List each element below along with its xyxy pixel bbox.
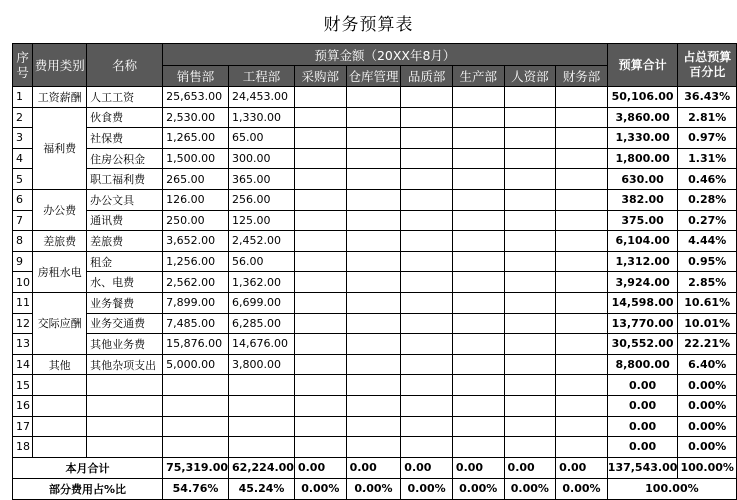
seq-cell[interactable]: 6 bbox=[13, 189, 33, 210]
dept-cell[interactable] bbox=[346, 189, 401, 210]
sales-cell[interactable]: 265.00 bbox=[163, 169, 229, 190]
eng-cell[interactable]: 365.00 bbox=[229, 169, 295, 190]
dept-cell[interactable] bbox=[556, 416, 608, 437]
dept-cell[interactable] bbox=[452, 231, 504, 252]
table-row bbox=[13, 292, 737, 313]
seq-cell[interactable]: 3 bbox=[13, 128, 33, 149]
percent-cell[interactable]: 6.40% bbox=[678, 354, 737, 375]
name-cell[interactable]: 其他杂项支出 bbox=[87, 354, 163, 375]
dept-cell[interactable] bbox=[556, 354, 608, 375]
table-row bbox=[13, 169, 737, 190]
dept-ratio-total[interactable]: 100.00% bbox=[607, 478, 736, 499]
dept-cell[interactable] bbox=[346, 251, 401, 272]
sales-cell[interactable]: 2,562.00 bbox=[163, 272, 229, 293]
dept-cell[interactable] bbox=[346, 375, 401, 396]
seq-cell[interactable]: 2 bbox=[13, 107, 33, 128]
dept-cell[interactable] bbox=[504, 292, 556, 313]
category-cell[interactable]: 福利费 bbox=[33, 107, 87, 189]
budget-total-cell[interactable]: 1,312.00 bbox=[607, 251, 678, 272]
month-total-value[interactable]: 0.00 bbox=[294, 457, 346, 478]
name-cell[interactable]: 业务餐费 bbox=[87, 292, 163, 313]
dept-cell[interactable] bbox=[401, 210, 453, 231]
dept-cell[interactable] bbox=[346, 437, 401, 458]
eng-cell[interactable]: 14,676.00 bbox=[229, 334, 295, 355]
dept-cell[interactable] bbox=[401, 334, 453, 355]
dept-cell[interactable] bbox=[556, 107, 608, 128]
dept-cell[interactable] bbox=[346, 292, 401, 313]
dept-cell[interactable] bbox=[504, 169, 556, 190]
seq-cell[interactable]: 11 bbox=[13, 292, 33, 313]
dept-cell[interactable] bbox=[401, 87, 453, 108]
name-cell[interactable]: 社保费 bbox=[87, 128, 163, 149]
dept-cell[interactable] bbox=[452, 375, 504, 396]
dept-cell[interactable] bbox=[294, 272, 346, 293]
percent-cell[interactable]: 10.61% bbox=[678, 292, 737, 313]
category-cell[interactable]: 其他 bbox=[33, 354, 87, 375]
dept-cell[interactable] bbox=[504, 210, 556, 231]
dept-cell[interactable] bbox=[401, 107, 453, 128]
dept-cell[interactable] bbox=[452, 313, 504, 334]
dept-ratio-value[interactable]: 45.24% bbox=[229, 478, 295, 499]
budget-total-cell[interactable]: 382.00 bbox=[607, 189, 678, 210]
dept-cell[interactable] bbox=[346, 334, 401, 355]
dept-cell[interactable] bbox=[294, 334, 346, 355]
dept-cell[interactable] bbox=[401, 354, 453, 375]
sales-cell[interactable]: 5,000.00 bbox=[163, 354, 229, 375]
month-total-value[interactable]: 0.00 bbox=[504, 457, 556, 478]
seq-cell[interactable]: 9 bbox=[13, 251, 33, 272]
budget-total-cell[interactable]: 50,106.00 bbox=[607, 87, 678, 108]
month-total-pct[interactable]: 100.00% bbox=[678, 457, 737, 478]
dept-cell[interactable] bbox=[504, 107, 556, 128]
dept-cell[interactable] bbox=[556, 437, 608, 458]
dept-cell[interactable] bbox=[452, 148, 504, 169]
header-name: 名称 bbox=[87, 44, 163, 87]
dept-cell[interactable] bbox=[294, 128, 346, 149]
name-cell[interactable]: 职工福利费 bbox=[87, 169, 163, 190]
dept-cell[interactable] bbox=[346, 128, 401, 149]
dept-cell[interactable] bbox=[504, 334, 556, 355]
name-cell[interactable]: 其他业务费 bbox=[87, 334, 163, 355]
percent-cell[interactable]: 0.00% bbox=[678, 375, 737, 396]
sales-cell[interactable] bbox=[163, 375, 229, 396]
category-cell[interactable] bbox=[33, 416, 87, 437]
dept-cell[interactable] bbox=[346, 395, 401, 416]
header-budget-total: 预算合计 bbox=[607, 44, 678, 87]
sales-cell[interactable]: 1,500.00 bbox=[163, 148, 229, 169]
eng-cell[interactable]: 3,800.00 bbox=[229, 354, 295, 375]
budget-total-cell[interactable]: 6,104.00 bbox=[607, 231, 678, 252]
month-total-sum[interactable]: 137,543.00 bbox=[607, 457, 678, 478]
dept-cell[interactable] bbox=[504, 189, 556, 210]
eng-cell[interactable]: 24,453.00 bbox=[229, 87, 295, 108]
table-row bbox=[13, 395, 737, 416]
table-row bbox=[13, 313, 737, 334]
table-row bbox=[13, 416, 737, 437]
eng-cell[interactable] bbox=[229, 395, 295, 416]
dept-cell[interactable] bbox=[452, 292, 504, 313]
dept-cell[interactable] bbox=[452, 334, 504, 355]
name-cell[interactable]: 租金 bbox=[87, 251, 163, 272]
dept-cell[interactable] bbox=[401, 416, 453, 437]
table-row bbox=[13, 189, 737, 210]
header-budget-amount: 预算金额（20XX年8月） bbox=[163, 44, 608, 66]
budget-total-cell[interactable]: 0.00 bbox=[607, 416, 678, 437]
eng-cell[interactable]: 2,452.00 bbox=[229, 231, 295, 252]
budget-total-cell[interactable]: 1,330.00 bbox=[607, 128, 678, 149]
eng-cell[interactable]: 1,362.00 bbox=[229, 272, 295, 293]
eng-cell[interactable]: 1,330.00 bbox=[229, 107, 295, 128]
dept-cell[interactable] bbox=[504, 437, 556, 458]
seq-cell[interactable]: 15 bbox=[13, 375, 33, 396]
percent-cell[interactable]: 1.31% bbox=[678, 148, 737, 169]
eng-cell[interactable]: 256.00 bbox=[229, 189, 295, 210]
dept-cell[interactable] bbox=[346, 107, 401, 128]
sales-cell[interactable] bbox=[163, 416, 229, 437]
dept-cell[interactable] bbox=[556, 210, 608, 231]
category-cell[interactable] bbox=[33, 437, 87, 458]
budget-total-cell[interactable]: 0.00 bbox=[607, 437, 678, 458]
budget-total-cell[interactable]: 30,552.00 bbox=[607, 334, 678, 355]
dept-cell[interactable] bbox=[504, 148, 556, 169]
dept-cell[interactable] bbox=[294, 354, 346, 375]
dept-cell[interactable] bbox=[401, 395, 453, 416]
dept-cell[interactable] bbox=[294, 251, 346, 272]
dept-cell[interactable] bbox=[294, 169, 346, 190]
dept-cell[interactable] bbox=[504, 416, 556, 437]
table-row bbox=[13, 334, 737, 355]
dept-cell[interactable] bbox=[452, 272, 504, 293]
header-dept: 生产部 bbox=[452, 66, 504, 87]
month-total-value[interactable]: 0.00 bbox=[401, 457, 453, 478]
header-dept: 工程部 bbox=[229, 66, 295, 87]
sales-cell[interactable]: 2,530.00 bbox=[163, 107, 229, 128]
seq-cell[interactable]: 13 bbox=[13, 334, 33, 355]
dept-cell[interactable] bbox=[346, 416, 401, 437]
dept-cell[interactable] bbox=[504, 251, 556, 272]
table-row bbox=[13, 272, 737, 293]
dept-cell[interactable] bbox=[294, 210, 346, 231]
seq-cell[interactable]: 12 bbox=[13, 313, 33, 334]
category-cell[interactable] bbox=[33, 395, 87, 416]
percent-cell[interactable]: 10.01% bbox=[678, 313, 737, 334]
table-row bbox=[13, 210, 737, 231]
percent-cell[interactable]: 0.28% bbox=[678, 189, 737, 210]
table-row bbox=[13, 354, 737, 375]
name-cell[interactable] bbox=[87, 416, 163, 437]
dept-cell[interactable] bbox=[294, 375, 346, 396]
budget-total-cell[interactable]: 13,770.00 bbox=[607, 313, 678, 334]
percent-cell[interactable]: 4.44% bbox=[678, 231, 737, 252]
table-row bbox=[13, 375, 737, 396]
dept-cell[interactable] bbox=[452, 189, 504, 210]
dept-cell[interactable] bbox=[452, 169, 504, 190]
dept-cell[interactable] bbox=[452, 416, 504, 437]
percent-cell[interactable]: 0.27% bbox=[678, 210, 737, 231]
dept-cell[interactable] bbox=[504, 354, 556, 375]
dept-cell[interactable] bbox=[556, 231, 608, 252]
budget-total-cell[interactable]: 1,800.00 bbox=[607, 148, 678, 169]
dept-cell[interactable] bbox=[504, 395, 556, 416]
percent-cell[interactable]: 22.21% bbox=[678, 334, 737, 355]
category-cell[interactable]: 工资薪酬 bbox=[33, 87, 87, 108]
dept-ratio-value[interactable]: 54.76% bbox=[163, 478, 229, 499]
dept-cell[interactable] bbox=[346, 148, 401, 169]
dept-cell[interactable] bbox=[401, 231, 453, 252]
eng-cell[interactable]: 56.00 bbox=[229, 251, 295, 272]
dept-cell[interactable] bbox=[504, 272, 556, 293]
dept-ratio-value[interactable]: 0.00% bbox=[346, 478, 401, 499]
name-cell[interactable] bbox=[87, 395, 163, 416]
sales-cell[interactable]: 126.00 bbox=[163, 189, 229, 210]
sales-cell[interactable] bbox=[163, 395, 229, 416]
eng-cell[interactable]: 6,699.00 bbox=[229, 292, 295, 313]
percent-cell[interactable]: 0.00% bbox=[678, 416, 737, 437]
dept-cell[interactable] bbox=[452, 437, 504, 458]
dept-cell[interactable] bbox=[452, 210, 504, 231]
dept-ratio-value[interactable]: 0.00% bbox=[556, 478, 608, 499]
sales-cell[interactable]: 25,653.00 bbox=[163, 87, 229, 108]
budget-total-cell[interactable]: 8,800.00 bbox=[607, 354, 678, 375]
percent-cell[interactable]: 0.00% bbox=[678, 437, 737, 458]
budget-total-cell[interactable]: 3,860.00 bbox=[607, 107, 678, 128]
dept-ratio-label: 部分费用占%比 bbox=[13, 478, 163, 499]
dept-cell[interactable] bbox=[401, 313, 453, 334]
name-cell[interactable]: 水、电费 bbox=[87, 272, 163, 293]
category-cell[interactable] bbox=[33, 375, 87, 396]
sales-cell[interactable]: 3,652.00 bbox=[163, 231, 229, 252]
name-cell[interactable]: 业务交通费 bbox=[87, 313, 163, 334]
month-total-value[interactable]: 0.00 bbox=[346, 457, 401, 478]
header-dept: 仓库管理 bbox=[346, 66, 401, 87]
name-cell[interactable]: 办公文具 bbox=[87, 189, 163, 210]
header-seq: 序号 bbox=[13, 44, 33, 87]
page-title: 财务预算表 bbox=[323, 15, 414, 35]
percent-cell[interactable]: 2.85% bbox=[678, 272, 737, 293]
percent-cell[interactable]: 2.81% bbox=[678, 107, 737, 128]
seq-cell[interactable]: 5 bbox=[13, 169, 33, 190]
table-row bbox=[13, 231, 737, 252]
budget-total-cell[interactable]: 14,598.00 bbox=[607, 292, 678, 313]
dept-ratio-value[interactable]: 0.00% bbox=[401, 478, 453, 499]
table-row bbox=[13, 87, 737, 108]
dept-cell[interactable] bbox=[504, 313, 556, 334]
month-total-value[interactable]: 0.00 bbox=[556, 457, 608, 478]
name-cell[interactable]: 差旅费 bbox=[87, 231, 163, 252]
dept-cell[interactable] bbox=[452, 107, 504, 128]
dept-cell[interactable] bbox=[294, 416, 346, 437]
dept-cell[interactable] bbox=[346, 231, 401, 252]
header-percent: 占总预算百分比 bbox=[678, 44, 737, 87]
category-cell[interactable]: 差旅费 bbox=[33, 231, 87, 252]
dept-cell[interactable] bbox=[504, 375, 556, 396]
eng-cell[interactable] bbox=[229, 437, 295, 458]
dept-cell[interactable] bbox=[504, 231, 556, 252]
dept-cell[interactable] bbox=[294, 87, 346, 108]
dept-cell[interactable] bbox=[556, 148, 608, 169]
dept-cell[interactable] bbox=[346, 354, 401, 375]
dept-cell[interactable] bbox=[294, 395, 346, 416]
dept-cell[interactable] bbox=[294, 107, 346, 128]
dept-cell[interactable] bbox=[401, 128, 453, 149]
name-cell[interactable] bbox=[87, 375, 163, 396]
budget-total-cell[interactable]: 0.00 bbox=[607, 395, 678, 416]
dept-cell[interactable] bbox=[556, 128, 608, 149]
dept-cell[interactable] bbox=[346, 87, 401, 108]
budget-total-cell[interactable]: 375.00 bbox=[607, 210, 678, 231]
category-cell[interactable]: 办公费 bbox=[33, 189, 87, 230]
dept-cell[interactable] bbox=[556, 251, 608, 272]
table-row bbox=[13, 148, 737, 169]
dept-ratio-value[interactable]: 0.00% bbox=[504, 478, 556, 499]
percent-cell[interactable]: 0.95% bbox=[678, 251, 737, 272]
dept-ratio-value[interactable]: 0.00% bbox=[452, 478, 504, 499]
eng-cell[interactable]: 125.00 bbox=[229, 210, 295, 231]
dept-cell[interactable] bbox=[452, 128, 504, 149]
dept-cell[interactable] bbox=[346, 169, 401, 190]
dept-cell[interactable] bbox=[294, 231, 346, 252]
dept-cell[interactable] bbox=[556, 87, 608, 108]
budget-table bbox=[12, 43, 737, 500]
dept-cell[interactable] bbox=[346, 210, 401, 231]
dept-cell[interactable] bbox=[556, 169, 608, 190]
category-cell[interactable]: 房租水电 bbox=[33, 251, 87, 292]
dept-cell[interactable] bbox=[346, 272, 401, 293]
table-row bbox=[13, 107, 737, 128]
dept-cell[interactable] bbox=[556, 272, 608, 293]
dept-ratio-value[interactable]: 0.00% bbox=[294, 478, 346, 499]
eng-cell[interactable]: 300.00 bbox=[229, 148, 295, 169]
dept-cell[interactable] bbox=[556, 334, 608, 355]
seq-cell[interactable]: 1 bbox=[13, 87, 33, 108]
seq-cell[interactable]: 7 bbox=[13, 210, 33, 231]
sales-cell[interactable]: 15,876.00 bbox=[163, 334, 229, 355]
table-row bbox=[13, 128, 737, 149]
category-cell[interactable]: 交际应酬 bbox=[33, 292, 87, 354]
eng-cell[interactable] bbox=[229, 416, 295, 437]
dept-cell[interactable] bbox=[401, 437, 453, 458]
dept-cell[interactable] bbox=[556, 395, 608, 416]
dept-cell[interactable] bbox=[556, 313, 608, 334]
seq-cell[interactable]: 18 bbox=[13, 437, 33, 458]
sales-cell[interactable] bbox=[163, 437, 229, 458]
sales-cell[interactable]: 7,485.00 bbox=[163, 313, 229, 334]
dept-cell[interactable] bbox=[401, 251, 453, 272]
dept-cell[interactable] bbox=[401, 272, 453, 293]
dept-cell[interactable] bbox=[452, 395, 504, 416]
dept-cell[interactable] bbox=[401, 148, 453, 169]
dept-cell[interactable] bbox=[401, 169, 453, 190]
dept-cell[interactable] bbox=[294, 189, 346, 210]
month-total-label: 本月合计 bbox=[13, 457, 163, 478]
table-row bbox=[13, 437, 737, 458]
dept-cell[interactable] bbox=[556, 189, 608, 210]
month-total-row bbox=[13, 457, 737, 478]
seq-cell[interactable]: 14 bbox=[13, 354, 33, 375]
sales-cell[interactable]: 1,265.00 bbox=[163, 128, 229, 149]
dept-cell[interactable] bbox=[452, 251, 504, 272]
header-dept: 采购部 bbox=[294, 66, 346, 87]
dept-cell[interactable] bbox=[504, 87, 556, 108]
month-total-value[interactable]: 62,224.00 bbox=[229, 457, 295, 478]
budget-total-cell[interactable]: 3,924.00 bbox=[607, 272, 678, 293]
seq-cell[interactable]: 17 bbox=[13, 416, 33, 437]
budget-total-cell[interactable]: 0.00 bbox=[607, 375, 678, 396]
table-row bbox=[13, 251, 737, 272]
eng-cell[interactable]: 6,285.00 bbox=[229, 313, 295, 334]
header-dept: 人资部 bbox=[504, 66, 556, 87]
name-cell[interactable]: 人工工资 bbox=[87, 87, 163, 108]
dept-ratio-row bbox=[13, 478, 737, 499]
name-cell[interactable]: 通讯费 bbox=[87, 210, 163, 231]
seq-cell[interactable]: 10 bbox=[13, 272, 33, 293]
percent-cell[interactable]: 0.46% bbox=[678, 169, 737, 190]
percent-cell[interactable]: 0.97% bbox=[678, 128, 737, 149]
header-dept: 销售部 bbox=[163, 66, 229, 87]
month-total-value[interactable]: 0.00 bbox=[452, 457, 504, 478]
dept-cell[interactable] bbox=[401, 189, 453, 210]
header-dept: 财务部 bbox=[556, 66, 608, 87]
percent-cell[interactable]: 0.00% bbox=[678, 395, 737, 416]
dept-cell[interactable] bbox=[504, 128, 556, 149]
name-cell[interactable]: 伙食费 bbox=[87, 107, 163, 128]
dept-cell[interactable] bbox=[556, 375, 608, 396]
dept-cell[interactable] bbox=[452, 354, 504, 375]
sales-cell[interactable]: 1,256.00 bbox=[163, 251, 229, 272]
dept-cell[interactable] bbox=[401, 375, 453, 396]
dept-cell[interactable] bbox=[294, 292, 346, 313]
header-category: 费用类别 bbox=[33, 44, 87, 87]
seq-cell[interactable]: 8 bbox=[13, 231, 33, 252]
sales-cell[interactable]: 250.00 bbox=[163, 210, 229, 231]
dept-cell[interactable] bbox=[294, 313, 346, 334]
dept-cell[interactable] bbox=[556, 292, 608, 313]
dept-cell[interactable] bbox=[452, 87, 504, 108]
seq-cell[interactable]: 4 bbox=[13, 148, 33, 169]
dept-cell[interactable] bbox=[294, 437, 346, 458]
budget-total-cell[interactable]: 630.00 bbox=[607, 169, 678, 190]
month-total-value[interactable]: 75,319.00 bbox=[163, 457, 229, 478]
seq-cell[interactable]: 16 bbox=[13, 395, 33, 416]
dept-cell[interactable] bbox=[346, 313, 401, 334]
sales-cell[interactable]: 7,899.00 bbox=[163, 292, 229, 313]
eng-cell[interactable] bbox=[229, 375, 295, 396]
header-dept: 品质部 bbox=[401, 66, 453, 87]
dept-cell[interactable] bbox=[294, 148, 346, 169]
name-cell[interactable]: 住房公积金 bbox=[87, 148, 163, 169]
name-cell[interactable] bbox=[87, 437, 163, 458]
percent-cell[interactable]: 36.43% bbox=[678, 87, 737, 108]
dept-cell[interactable] bbox=[401, 292, 453, 313]
eng-cell[interactable]: 65.00 bbox=[229, 128, 295, 149]
